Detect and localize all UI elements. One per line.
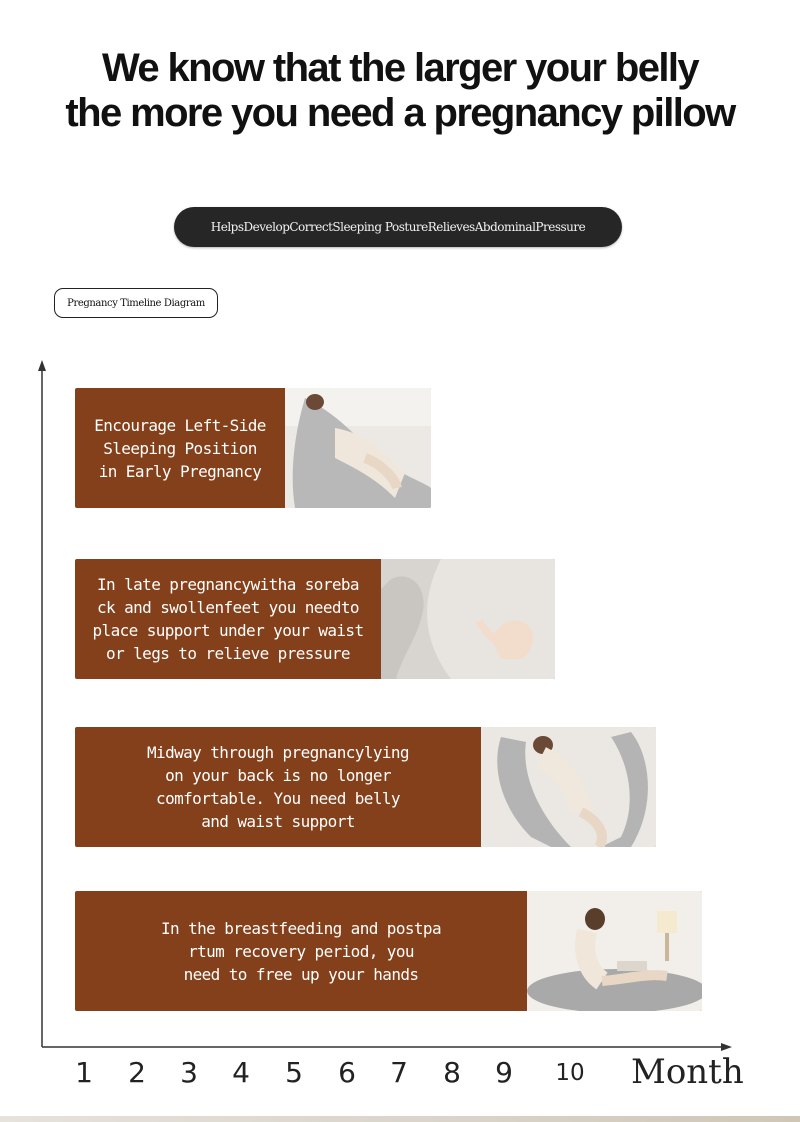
- bottom-photo-strip: [0, 1116, 800, 1122]
- x-axis-arrow: [721, 1043, 732, 1051]
- tick-label: 3: [180, 1056, 198, 1089]
- tick-label: 8: [443, 1056, 461, 1089]
- tick-label: 2: [128, 1056, 146, 1089]
- x-axis-unit-label: Month: [631, 1052, 744, 1092]
- timeline-card-postpartum: [75, 891, 702, 1011]
- card-text-late: In late pregnancywitha soreba ck and swollenfeet you needto place support under your waist or legs to relieve pressure: [92, 575, 364, 663]
- tick-label: 6: [338, 1056, 356, 1089]
- x-axis-ticks: [0, 1052, 800, 1092]
- timeline-tag: Pregnancy Timeline Diagram: [54, 288, 218, 318]
- tick-label: 7: [390, 1056, 408, 1089]
- photo-hand-on-pillow: [381, 559, 555, 679]
- tick-label: 5: [285, 1056, 303, 1089]
- card-text-early: Encourage Left-Side Sleeping Position in Early Pregnancy: [94, 415, 266, 481]
- photo-postpartum-reading: [527, 891, 702, 1011]
- benefit-pill: HelpsDevelopCorrectSleeping PostureRelievesAbdominalPressure: [174, 207, 622, 247]
- tick-label: 10: [555, 1060, 585, 1086]
- tick-label: 1: [75, 1056, 93, 1089]
- card-text-postpartum: In the breastfeeding and postpa rtum recovery period, you need to free up your hands: [160, 918, 442, 984]
- tick-label: 9: [495, 1056, 513, 1089]
- tick-label: 4: [232, 1056, 250, 1089]
- photo-back-support: [481, 727, 656, 847]
- photo-left-side-sleeping: [285, 388, 431, 508]
- headline-line-2: the more you need a pregnancy pillow: [65, 91, 735, 135]
- timeline-card-early: [75, 388, 431, 508]
- y-axis-arrow: [38, 360, 46, 371]
- timeline-card-mid: [75, 727, 656, 847]
- timeline-card-late: [75, 559, 555, 679]
- headline-line-1: We know that the larger your belly: [101, 46, 699, 90]
- card-text-mid: Midway through pregnancylying on your back is no longer comfortable. You need belly and waist support: [147, 743, 409, 831]
